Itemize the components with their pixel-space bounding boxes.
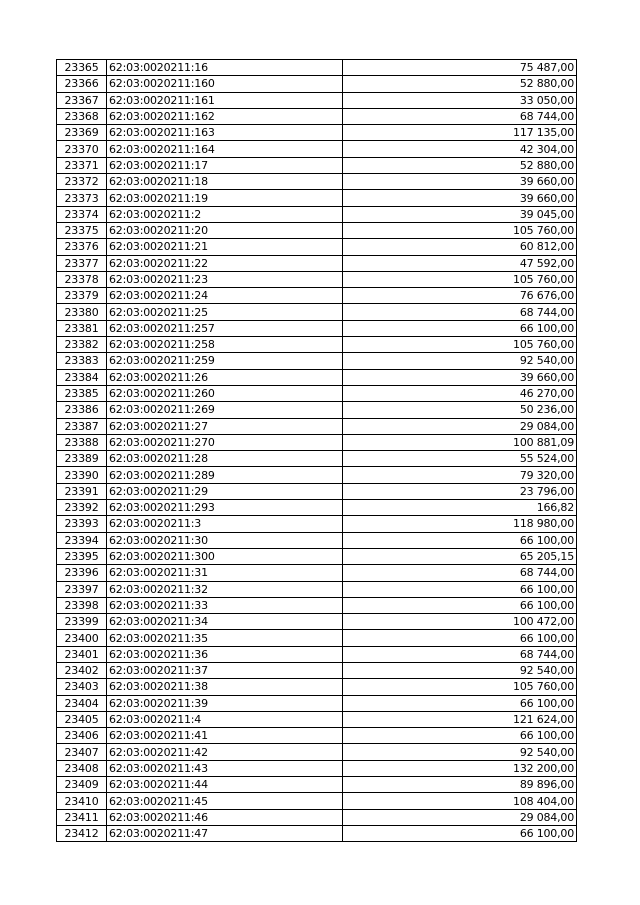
value-cell: 66 100,00 (343, 581, 577, 597)
row-number-cell: 23393 (57, 516, 107, 532)
row-number-cell: 23395 (57, 548, 107, 564)
row-number-cell: 23392 (57, 500, 107, 516)
value-cell: 132 200,00 (343, 760, 577, 776)
table-row (57, 532, 577, 548)
value-cell: 75 487,00 (343, 60, 577, 76)
row-number-cell: 23375 (57, 222, 107, 238)
row-number-cell: 23409 (57, 777, 107, 793)
cadastral-number-cell: 62:03:0020211:32 (107, 581, 343, 597)
row-number-cell: 23383 (57, 353, 107, 369)
table-row (57, 125, 577, 141)
value-cell: 66 100,00 (343, 825, 577, 841)
cadastral-number-cell: 62:03:0020211:160 (107, 76, 343, 92)
row-number-cell: 23368 (57, 108, 107, 124)
row-number-cell: 23394 (57, 532, 107, 548)
value-cell: 105 760,00 (343, 337, 577, 353)
row-number-cell: 23367 (57, 92, 107, 108)
cadastral-number-cell: 62:03:0020211:41 (107, 728, 343, 744)
table-row (57, 271, 577, 287)
table-row (57, 565, 577, 581)
table-row (57, 760, 577, 776)
table-row (57, 581, 577, 597)
row-number-cell: 23391 (57, 483, 107, 499)
cadastral-number-cell: 62:03:0020211:22 (107, 255, 343, 271)
value-cell: 46 270,00 (343, 385, 577, 401)
value-cell: 66 100,00 (343, 630, 577, 646)
row-number-cell: 23390 (57, 467, 107, 483)
row-number-cell: 23380 (57, 304, 107, 320)
value-cell: 66 100,00 (343, 597, 577, 613)
value-cell: 52 880,00 (343, 157, 577, 173)
cadastral-number-cell: 62:03:0020211:25 (107, 304, 343, 320)
row-number-cell: 23406 (57, 728, 107, 744)
value-cell: 92 540,00 (343, 662, 577, 678)
table-row (57, 108, 577, 124)
value-cell: 33 050,00 (343, 92, 577, 108)
table-row (57, 809, 577, 825)
cadastral-number-cell: 62:03:0020211:39 (107, 695, 343, 711)
row-number-cell: 23386 (57, 402, 107, 418)
table-row (57, 206, 577, 222)
cadastral-number-cell: 62:03:0020211:259 (107, 353, 343, 369)
cadastral-number-cell: 62:03:0020211:161 (107, 92, 343, 108)
cadastral-number-cell: 62:03:0020211:34 (107, 614, 343, 630)
table-row (57, 418, 577, 434)
cadastral-number-cell: 62:03:0020211:38 (107, 679, 343, 695)
cadastral-number-cell: 62:03:0020211:44 (107, 777, 343, 793)
row-number-cell: 23397 (57, 581, 107, 597)
value-cell: 23 796,00 (343, 483, 577, 499)
row-number-cell: 23370 (57, 141, 107, 157)
table-row (57, 288, 577, 304)
table-row (57, 320, 577, 336)
cadastral-number-cell: 62:03:0020211:31 (107, 565, 343, 581)
cadastral-number-cell: 62:03:0020211:33 (107, 597, 343, 613)
row-number-cell: 23407 (57, 744, 107, 760)
table-row (57, 60, 577, 76)
row-number-cell: 23378 (57, 271, 107, 287)
value-cell: 39 045,00 (343, 206, 577, 222)
table-row (57, 695, 577, 711)
value-cell: 121 624,00 (343, 711, 577, 727)
value-cell: 105 760,00 (343, 271, 577, 287)
cadastral-number-cell: 62:03:0020211:36 (107, 646, 343, 662)
table-row (57, 190, 577, 206)
table-row (57, 597, 577, 613)
row-number-cell: 23369 (57, 125, 107, 141)
value-cell: 68 744,00 (343, 646, 577, 662)
table-row (57, 548, 577, 564)
cadastral-number-cell: 62:03:0020211:46 (107, 809, 343, 825)
row-number-cell: 23412 (57, 825, 107, 841)
value-cell: 39 660,00 (343, 369, 577, 385)
table-row (57, 483, 577, 499)
cadastral-number-cell: 62:03:0020211:29 (107, 483, 343, 499)
value-cell: 79 320,00 (343, 467, 577, 483)
row-number-cell: 23402 (57, 662, 107, 678)
cadastral-number-cell: 62:03:0020211:163 (107, 125, 343, 141)
table-row (57, 239, 577, 255)
row-number-cell: 23405 (57, 711, 107, 727)
value-cell: 92 540,00 (343, 353, 577, 369)
table-row (57, 516, 577, 532)
value-cell: 68 744,00 (343, 304, 577, 320)
cadastral-number-cell: 62:03:0020211:43 (107, 760, 343, 776)
row-number-cell: 23377 (57, 255, 107, 271)
cadastral-number-cell: 62:03:0020211:300 (107, 548, 343, 564)
table-row (57, 222, 577, 238)
value-cell: 39 660,00 (343, 190, 577, 206)
value-cell: 42 304,00 (343, 141, 577, 157)
table-row (57, 662, 577, 678)
cadastral-number-cell: 62:03:0020211:26 (107, 369, 343, 385)
cadastral-number-cell: 62:03:0020211:28 (107, 451, 343, 467)
row-number-cell: 23384 (57, 369, 107, 385)
table-row (57, 174, 577, 190)
row-number-cell: 23396 (57, 565, 107, 581)
table-row (57, 369, 577, 385)
row-number-cell: 23389 (57, 451, 107, 467)
table-body (57, 60, 577, 842)
value-cell: 47 592,00 (343, 255, 577, 271)
row-number-cell: 23382 (57, 337, 107, 353)
cadastral-number-cell: 62:03:0020211:42 (107, 744, 343, 760)
cadastral-number-cell: 62:03:0020211:162 (107, 108, 343, 124)
row-number-cell: 23408 (57, 760, 107, 776)
table-row (57, 304, 577, 320)
row-number-cell: 23374 (57, 206, 107, 222)
table-row (57, 614, 577, 630)
row-number-cell: 23398 (57, 597, 107, 613)
row-number-cell: 23410 (57, 793, 107, 809)
table-row (57, 630, 577, 646)
table-row (57, 744, 577, 760)
table-row (57, 157, 577, 173)
table-row (57, 76, 577, 92)
cadastral-number-cell: 62:03:0020211:21 (107, 239, 343, 255)
value-cell: 117 135,00 (343, 125, 577, 141)
row-number-cell: 23399 (57, 614, 107, 630)
cadastral-number-cell: 62:03:0020211:4 (107, 711, 343, 727)
cadastral-number-cell: 62:03:0020211:164 (107, 141, 343, 157)
cadastral-number-cell: 62:03:0020211:35 (107, 630, 343, 646)
cadastral-number-cell: 62:03:0020211:18 (107, 174, 343, 190)
row-number-cell: 23365 (57, 60, 107, 76)
cadastral-number-cell: 62:03:0020211:289 (107, 467, 343, 483)
row-number-cell: 23381 (57, 320, 107, 336)
cadastral-number-cell: 62:03:0020211:19 (107, 190, 343, 206)
row-number-cell: 23385 (57, 385, 107, 401)
row-number-cell: 23403 (57, 679, 107, 695)
table-row (57, 385, 577, 401)
value-cell: 92 540,00 (343, 744, 577, 760)
cadastral-number-cell: 62:03:0020211:23 (107, 271, 343, 287)
value-cell: 65 205,15 (343, 548, 577, 564)
row-number-cell: 23371 (57, 157, 107, 173)
row-number-cell: 23388 (57, 434, 107, 450)
row-number-cell: 23400 (57, 630, 107, 646)
value-cell: 118 980,00 (343, 516, 577, 532)
value-cell: 55 524,00 (343, 451, 577, 467)
table-row (57, 679, 577, 695)
value-cell: 66 100,00 (343, 695, 577, 711)
cadastral-number-cell: 62:03:0020211:47 (107, 825, 343, 841)
cadastral-number-cell: 62:03:0020211:260 (107, 385, 343, 401)
cadastral-number-cell: 62:03:0020211:3 (107, 516, 343, 532)
value-cell: 108 404,00 (343, 793, 577, 809)
cadastral-number-cell: 62:03:0020211:17 (107, 157, 343, 173)
value-cell: 66 100,00 (343, 320, 577, 336)
table-row (57, 500, 577, 516)
value-cell: 66 100,00 (343, 728, 577, 744)
table-row (57, 337, 577, 353)
row-number-cell: 23387 (57, 418, 107, 434)
cadastral-number-cell: 62:03:0020211:24 (107, 288, 343, 304)
value-cell: 105 760,00 (343, 679, 577, 695)
table-row (57, 825, 577, 841)
table-row (57, 353, 577, 369)
table-row (57, 646, 577, 662)
table-row (57, 451, 577, 467)
value-cell: 60 812,00 (343, 239, 577, 255)
value-cell: 105 760,00 (343, 222, 577, 238)
table-row (57, 467, 577, 483)
row-number-cell: 23373 (57, 190, 107, 206)
cadastral-number-cell: 62:03:0020211:37 (107, 662, 343, 678)
row-number-cell: 23404 (57, 695, 107, 711)
cadastral-number-cell: 62:03:0020211:270 (107, 434, 343, 450)
row-number-cell: 23366 (57, 76, 107, 92)
row-number-cell: 23376 (57, 239, 107, 255)
table-row (57, 92, 577, 108)
table-row (57, 402, 577, 418)
value-cell: 66 100,00 (343, 532, 577, 548)
row-number-cell: 23401 (57, 646, 107, 662)
cadastral-number-cell: 62:03:0020211:2 (107, 206, 343, 222)
row-number-cell: 23411 (57, 809, 107, 825)
value-cell: 166,82 (343, 500, 577, 516)
value-cell: 29 084,00 (343, 418, 577, 434)
value-cell: 100 881,09 (343, 434, 577, 450)
cadastral-number-cell: 62:03:0020211:269 (107, 402, 343, 418)
cadastral-number-cell: 62:03:0020211:258 (107, 337, 343, 353)
value-cell: 100 472,00 (343, 614, 577, 630)
row-number-cell: 23379 (57, 288, 107, 304)
value-cell: 68 744,00 (343, 565, 577, 581)
value-cell: 39 660,00 (343, 174, 577, 190)
cadastral-number-cell: 62:03:0020211:16 (107, 60, 343, 76)
value-cell: 52 880,00 (343, 76, 577, 92)
cadastral-value-table (56, 59, 577, 842)
cadastral-number-cell: 62:03:0020211:45 (107, 793, 343, 809)
table-row (57, 728, 577, 744)
table-row (57, 255, 577, 271)
row-number-cell: 23372 (57, 174, 107, 190)
value-cell: 76 676,00 (343, 288, 577, 304)
table-row (57, 777, 577, 793)
value-cell: 68 744,00 (343, 108, 577, 124)
cadastral-number-cell: 62:03:0020211:257 (107, 320, 343, 336)
cadastral-number-cell: 62:03:0020211:27 (107, 418, 343, 434)
cadastral-number-cell: 62:03:0020211:30 (107, 532, 343, 548)
table-row (57, 711, 577, 727)
table-row (57, 793, 577, 809)
cadastral-number-cell: 62:03:0020211:20 (107, 222, 343, 238)
table-row (57, 434, 577, 450)
value-cell: 29 084,00 (343, 809, 577, 825)
table-row (57, 141, 577, 157)
cadastral-number-cell: 62:03:0020211:293 (107, 500, 343, 516)
value-cell: 50 236,00 (343, 402, 577, 418)
value-cell: 89 896,00 (343, 777, 577, 793)
